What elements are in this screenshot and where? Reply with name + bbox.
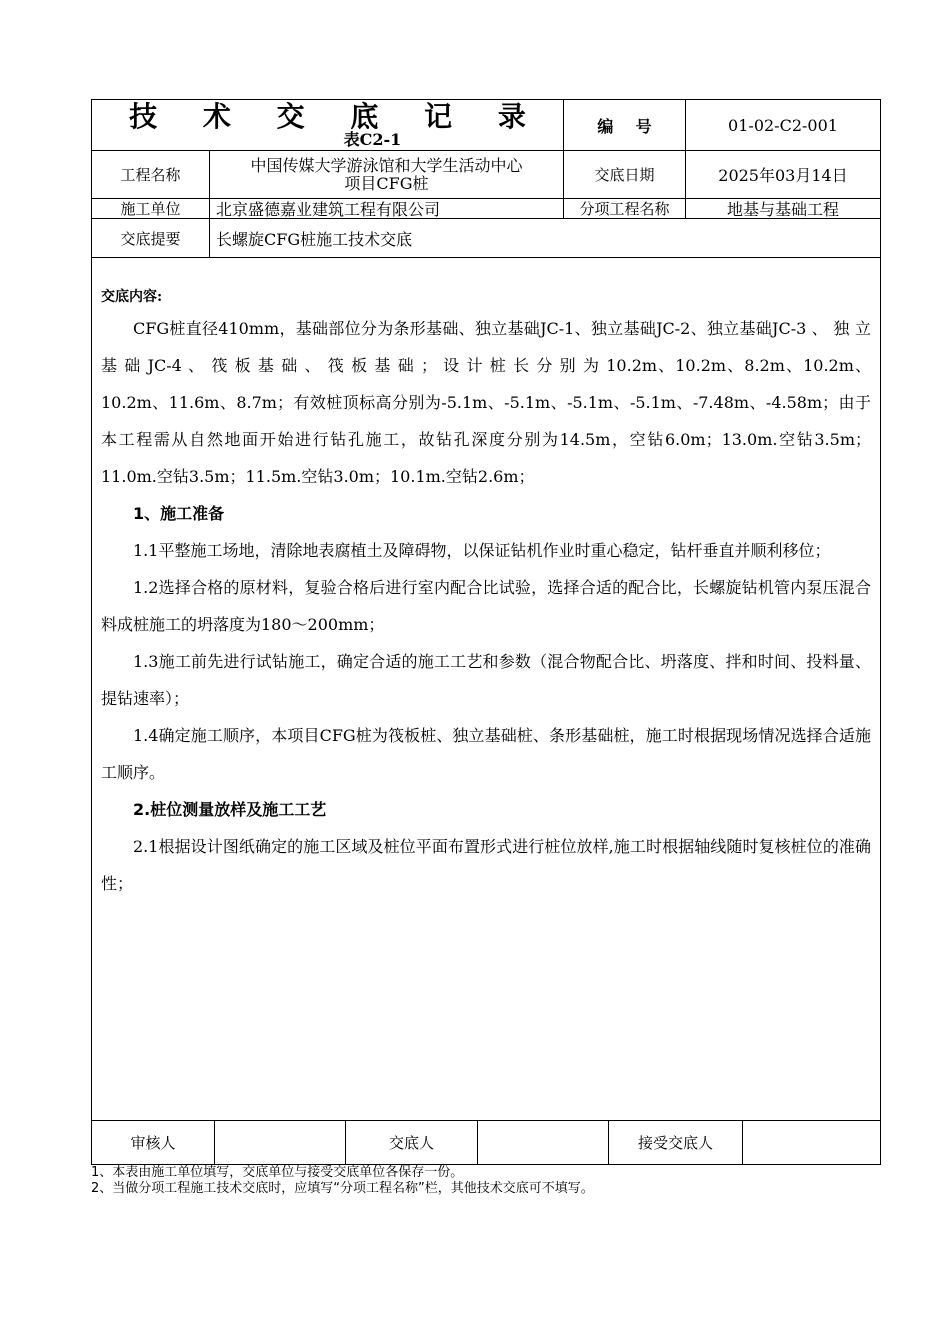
project-name-label: 工程名称 xyxy=(92,151,210,198)
section-1-title: 1、施工准备 xyxy=(133,504,225,523)
section-1-2: 1.2选择合格的原材料，复验合格后进行室内配合比试验，选择合适的配合比，长螺旋钻机管内泵压混合料成桩施工的坍落度为180～200mm； xyxy=(101,578,871,634)
section-1-4: 1.4确定施工顺序，本项目CFG桩为筏板桩、独立基础桩、条形基础桩，施工时根据现场情况选择合适施工顺序。 xyxy=(101,726,871,782)
section-1-1: 1.1平整施工场地，清除地表腐植土及障碍物，以保证钻机作业时重心稳定，钻杆垂直并顺利移位； xyxy=(133,541,831,560)
project-row xyxy=(92,151,880,199)
content-cell xyxy=(92,258,880,1120)
contractor-row xyxy=(92,199,880,219)
content-label: 交底内容: xyxy=(101,289,163,305)
discloser-label: 交底人 xyxy=(346,1121,478,1164)
footnote-1: 1、本表由施工单位填写，交底单位与接受交底单位各保存一份。 xyxy=(91,1165,464,1180)
section-1-3: 1.3施工前先进行试钻施工，确定合适的施工工艺和参数（混合物配合比、坍落度、拌和时间、投料量、提钻速率）； xyxy=(101,652,871,708)
signature-row xyxy=(92,1121,880,1164)
summary-value: 长螺旋CFG桩施工技术交底 xyxy=(216,229,413,249)
footnote-2: 2、当做分项工程施工技术交底时，应填写“分项工程名称”栏，其他技术交底可不填写。 xyxy=(91,1181,594,1196)
summary-label: 交底提要 xyxy=(92,219,210,257)
reviewer-field[interactable] xyxy=(215,1121,346,1164)
form-number: 表C2-1 xyxy=(343,130,402,149)
subproject-value: 地基与基础工程 xyxy=(726,200,839,219)
discloser-field[interactable] xyxy=(478,1121,609,1164)
project-name-value xyxy=(210,151,564,198)
title-cell xyxy=(92,100,564,150)
date-value: 2025年03月14日 xyxy=(718,166,848,185)
project-name-line2: 项目CFG桩 xyxy=(344,173,429,193)
header-row xyxy=(92,100,880,151)
project-name-line1: 中国传媒大学游泳馆和大学生活动中心 xyxy=(250,155,523,175)
content-row xyxy=(92,258,880,1121)
number-label: 编 号 xyxy=(564,100,686,150)
section-2-title: 2.桩位测量放样及施工工艺 xyxy=(133,800,327,819)
receiver-field[interactable] xyxy=(743,1121,880,1164)
summary-row xyxy=(92,219,880,258)
page-title: 技 术 交 底 记 录 xyxy=(129,100,544,133)
contractor-label: 施工单位 xyxy=(92,199,210,218)
content-intro: CFG桩直径410mm，基础部位分为条形基础、独立基础JC-1、独立基础JC-2、独立基础JC-3 、 独 立 基 础 JC-4 、 筏 板 基 础 、 筏 板 基 础 ； 设 计 桩 长 分 别 为 10.2m、10.2m、8.2m、10.2m、10.2m、11.6m、8.7m；有效桩顶标高分别为-5.1m、-5.1m、-5.1m、-5.1m、-7.48m、-4.58m；由于本工程需从自然地面开始进行钻孔施工，故钻孔深度分别为14.5m，空钻6.0m；13.0m.空钻3.5m；11.0m.空钻3.5m；11.5m.空钻3.0m；10.1m.空钻2.6m； xyxy=(101,319,871,486)
footnotes xyxy=(91,1165,594,1197)
contractor-value: 北京盛德嘉业建筑工程有限公司 xyxy=(210,199,564,218)
date-label: 交底日期 xyxy=(564,151,686,198)
disclosure-form xyxy=(91,99,881,1165)
receiver-label: 接受交底人 xyxy=(609,1121,743,1164)
reviewer-label: 审核人 xyxy=(92,1121,215,1164)
number-value: 01-02-C2-001 xyxy=(728,115,838,135)
subproject-label: 分项工程名称 xyxy=(564,199,686,218)
section-2-1: 2.1根据设计图纸确定的施工区域及桩位平面布置形式进行桩位放样,施工时根据轴线随时复核桩位的准确性； xyxy=(101,837,871,893)
